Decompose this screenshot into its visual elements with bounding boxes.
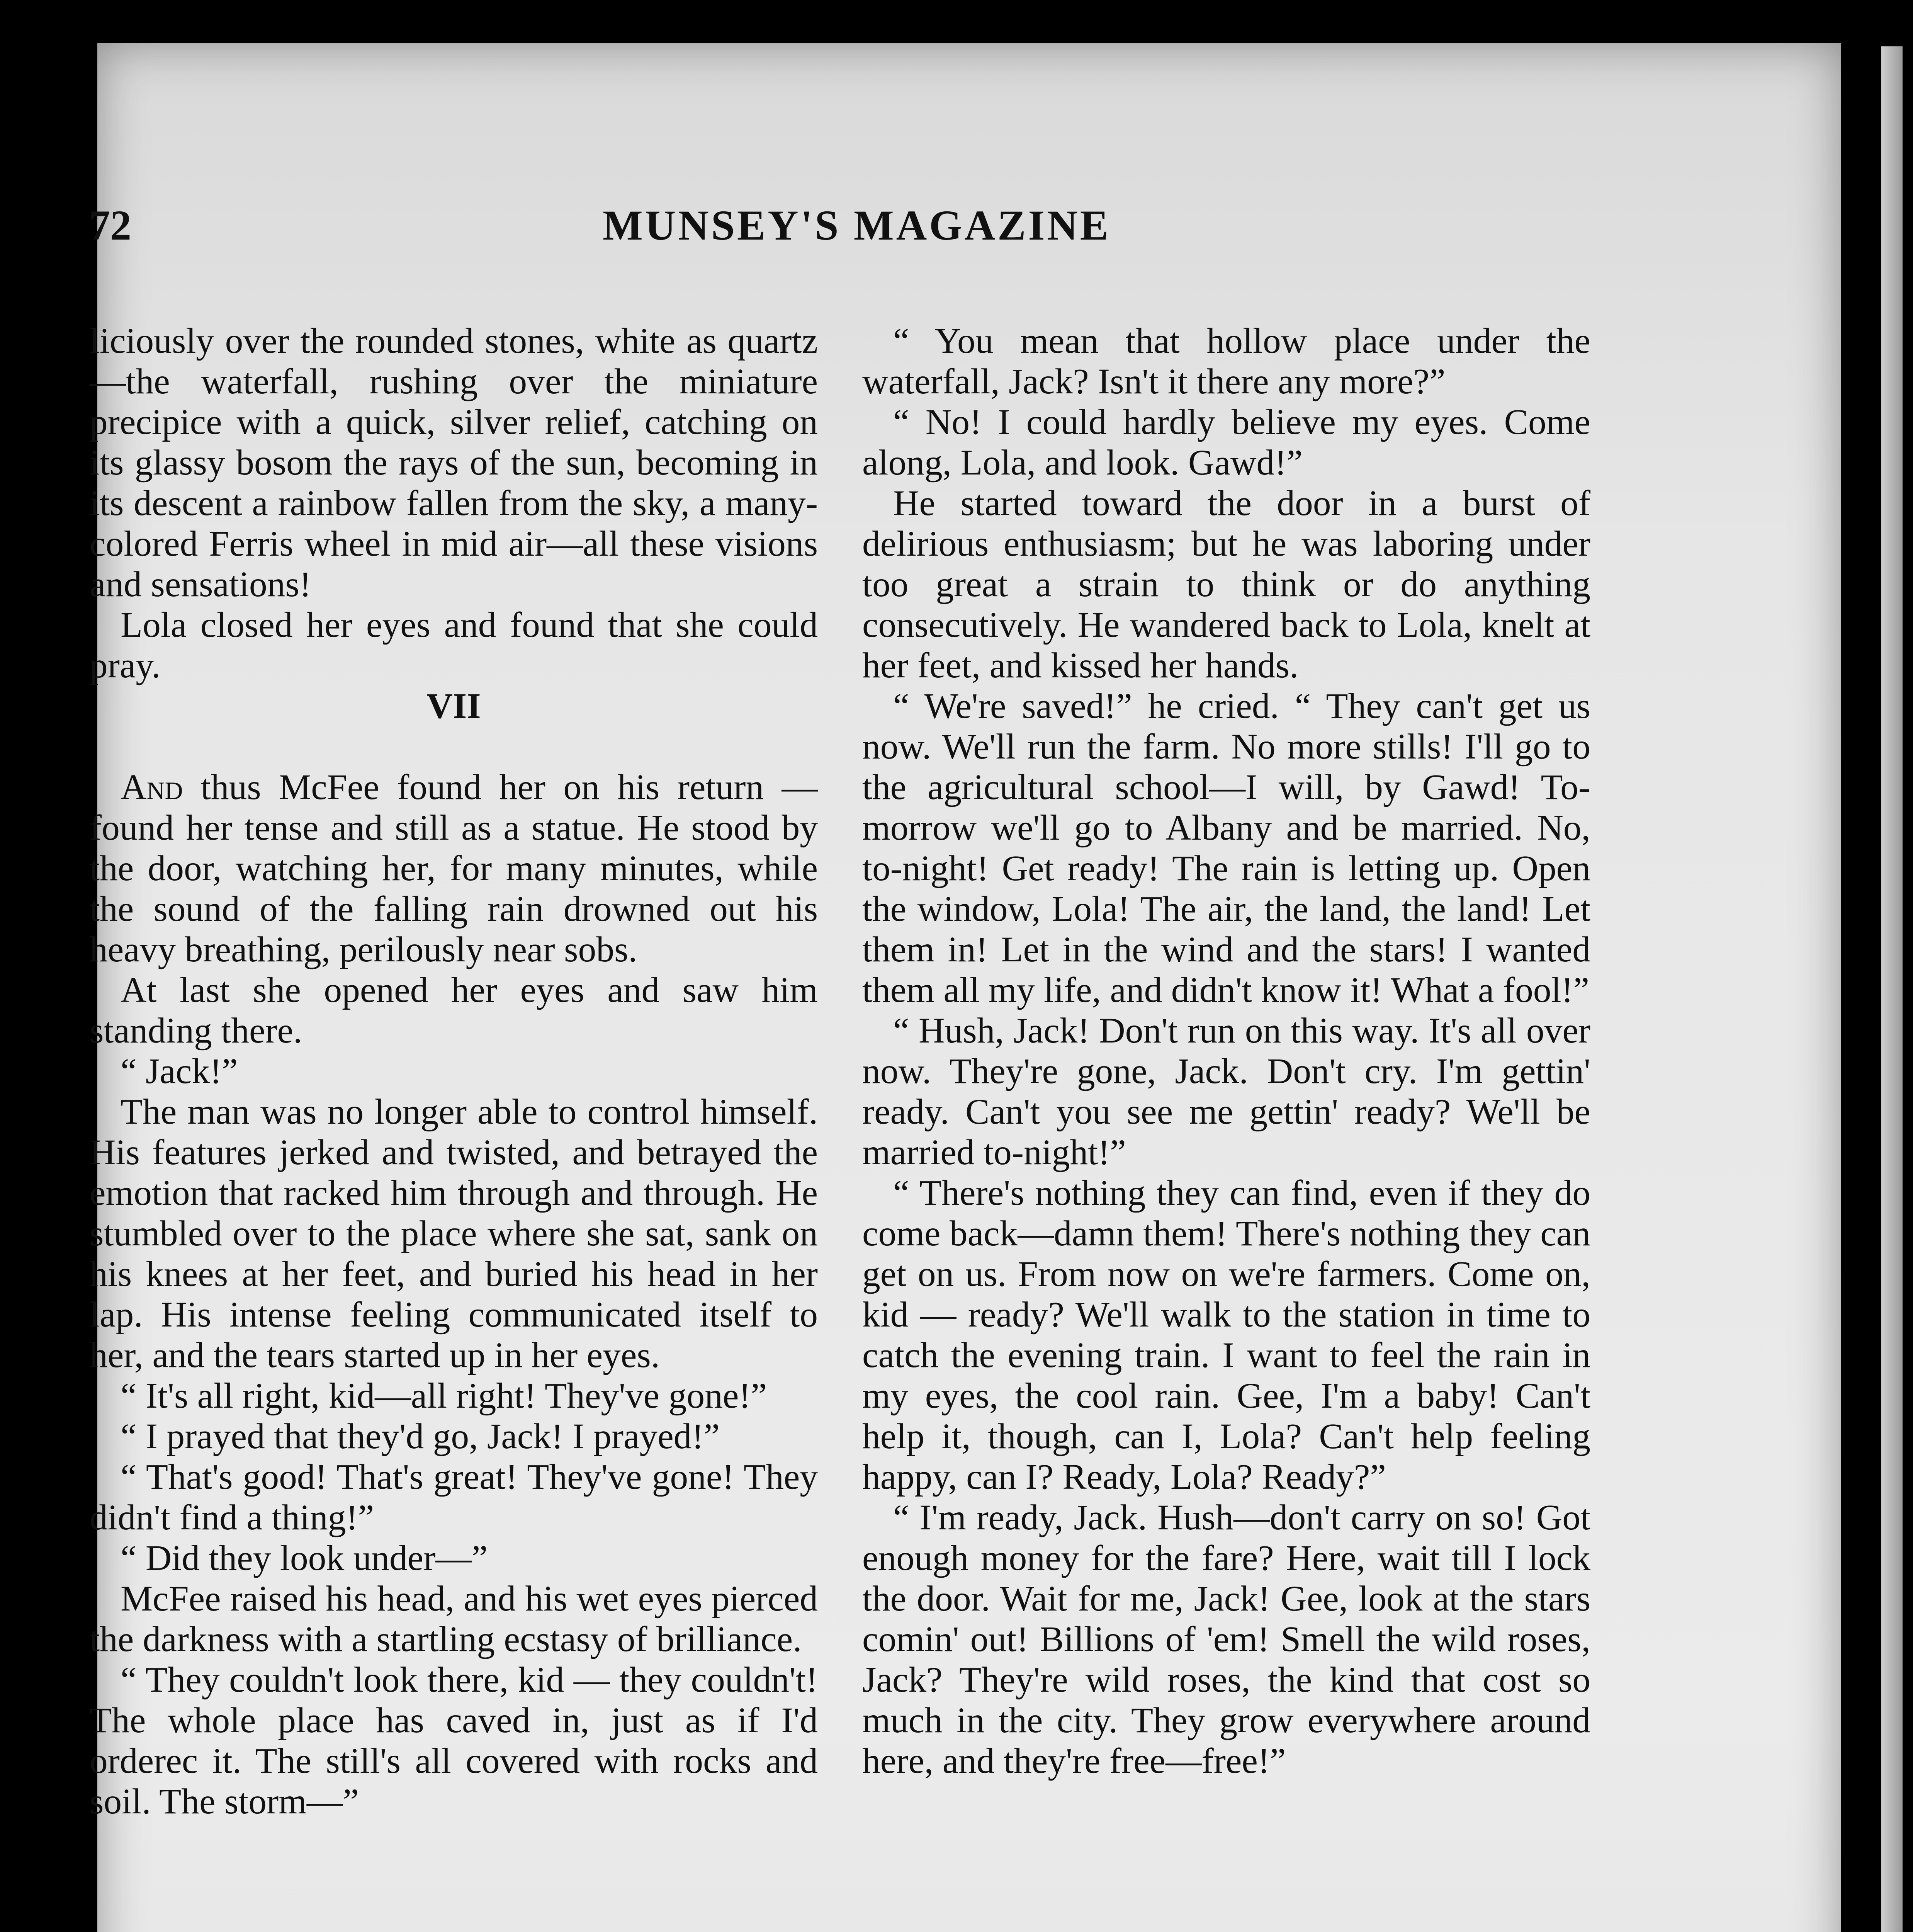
paragraph: “ I prayed that they'd go, Jack! I prayed!”	[121, 1417, 720, 1456]
paragraph: “ You mean that hollow place under the waterfall, Jack? Isn't it there any more?”	[862, 321, 1590, 401]
running-head: MUNSEY'S MAGAZINE	[603, 202, 1111, 249]
paragraph: “ We're saved!” he cried. “ They can't get us now. We'll run the farm. No more stills! I'll go to the agricultural school—I will, by Gawd! To-morrow we'll go to Albany and be married. No, to-night! Get ready! The rain is letting up. Open the window, Lola! The air, the land, the land! Let them in! Let in the wind and the stars! I wanted them all my life, and didn't know it! What a fool!”	[862, 686, 1590, 1010]
paragraph: Lola closed her eyes and found that she could pray.	[90, 605, 818, 685]
paragraph-text: thus McFee found her on his return —found her tense and still as a statue. He stood by the door, watching her, for many minutes, while the sound of the falling rain drowned out his heavy breathing, perilously near sobs.	[90, 767, 818, 969]
paragraph	[90, 767, 818, 970]
paragraph: “ No! I could hardly believe my eyes. Come along, Lola, and look. Gawd!”	[862, 402, 1590, 483]
drop-word: And	[121, 767, 183, 807]
paragraph: “ Hush, Jack! Don't run on this way. It's all over now. They're gone, Jack. Don't cry. I'm gettin' ready. Can't you see me gettin' ready? We'll be married to-night!”	[862, 1011, 1590, 1172]
paragraph: “ They couldn't look there, kid — they couldn't! The whole place has caved in, just as if I'd orderec it. The still's all covered with rocks and soil. The storm—”	[90, 1660, 818, 1821]
paragraph: “ It's all right, kid—all right! They've gone!”	[121, 1376, 767, 1416]
page-number: 72	[89, 202, 131, 249]
section-number: VII	[426, 686, 481, 726]
paragraph: “ Did they look under—”	[121, 1538, 488, 1578]
paragraph: He started toward the door in a burst of delirious enthusiasm; but he was laboring under too great a strain to think or do anything consecutively. He wandered back to Lola, knelt at her feet, and kissed her hands.	[862, 483, 1590, 685]
paragraph: At last she opened her eyes and saw him standing there.	[90, 970, 818, 1051]
paragraph: “ Jack!”	[121, 1051, 238, 1091]
paragraph: “ That's good! That's great! They've gone! They didn't find a thing!”	[90, 1457, 818, 1537]
paragraph: “ There's nothing they can find, even if they do come back—damn them! There's nothing they can get on us. From now on we're farmers. Come on, kid — ready? We'll walk to the station in time to catch the evening train. I want to feel the rain in my eyes, the cool rain. Gee, I'm a baby! Can't help it, though, can I, Lola? Can't help feeling happy, can I? Ready, Lola? Ready?”	[862, 1173, 1590, 1497]
paragraph: McFee raised his head, and his wet eyes pierced the darkness with a startling ecstasy of brilliance.	[90, 1579, 818, 1659]
next-page-edge	[1881, 46, 1903, 1932]
paragraph: The man was no longer able to control himself. His features jerked and twisted, and betrayed the emotion that racked him through and through. He stumbled over to the place where she sat, sank on his knees at her feet, and buried his head in her lap. His intense feeling communicated itself to her, and the tears started up in her eyes.	[90, 1092, 818, 1375]
right-column	[862, 321, 1590, 1781]
left-column	[90, 321, 818, 1822]
paragraph: “ I'm ready, Jack. Hush—don't carry on so! Got enough money for the fare? Here, wait till I lock the door. Wait for me, Jack! Gee, look at the stars comin' out! Billions of 'em! Smell the wild roses, Jack? They're wild roses, the kind that cost so much in the city. They grow everywhere around here, and they're free—free!”	[862, 1498, 1590, 1781]
paragraph: liciously over the rounded stones, white as quartz—the waterfall, rushing over the miniature precipice with a quick, silver relief, catching on its glassy bosom the rays of the sun, becoming in its descent a rainbow fallen from the sky, a many-colored Ferris wheel in mid air—all these visions and sensations!	[90, 321, 818, 604]
